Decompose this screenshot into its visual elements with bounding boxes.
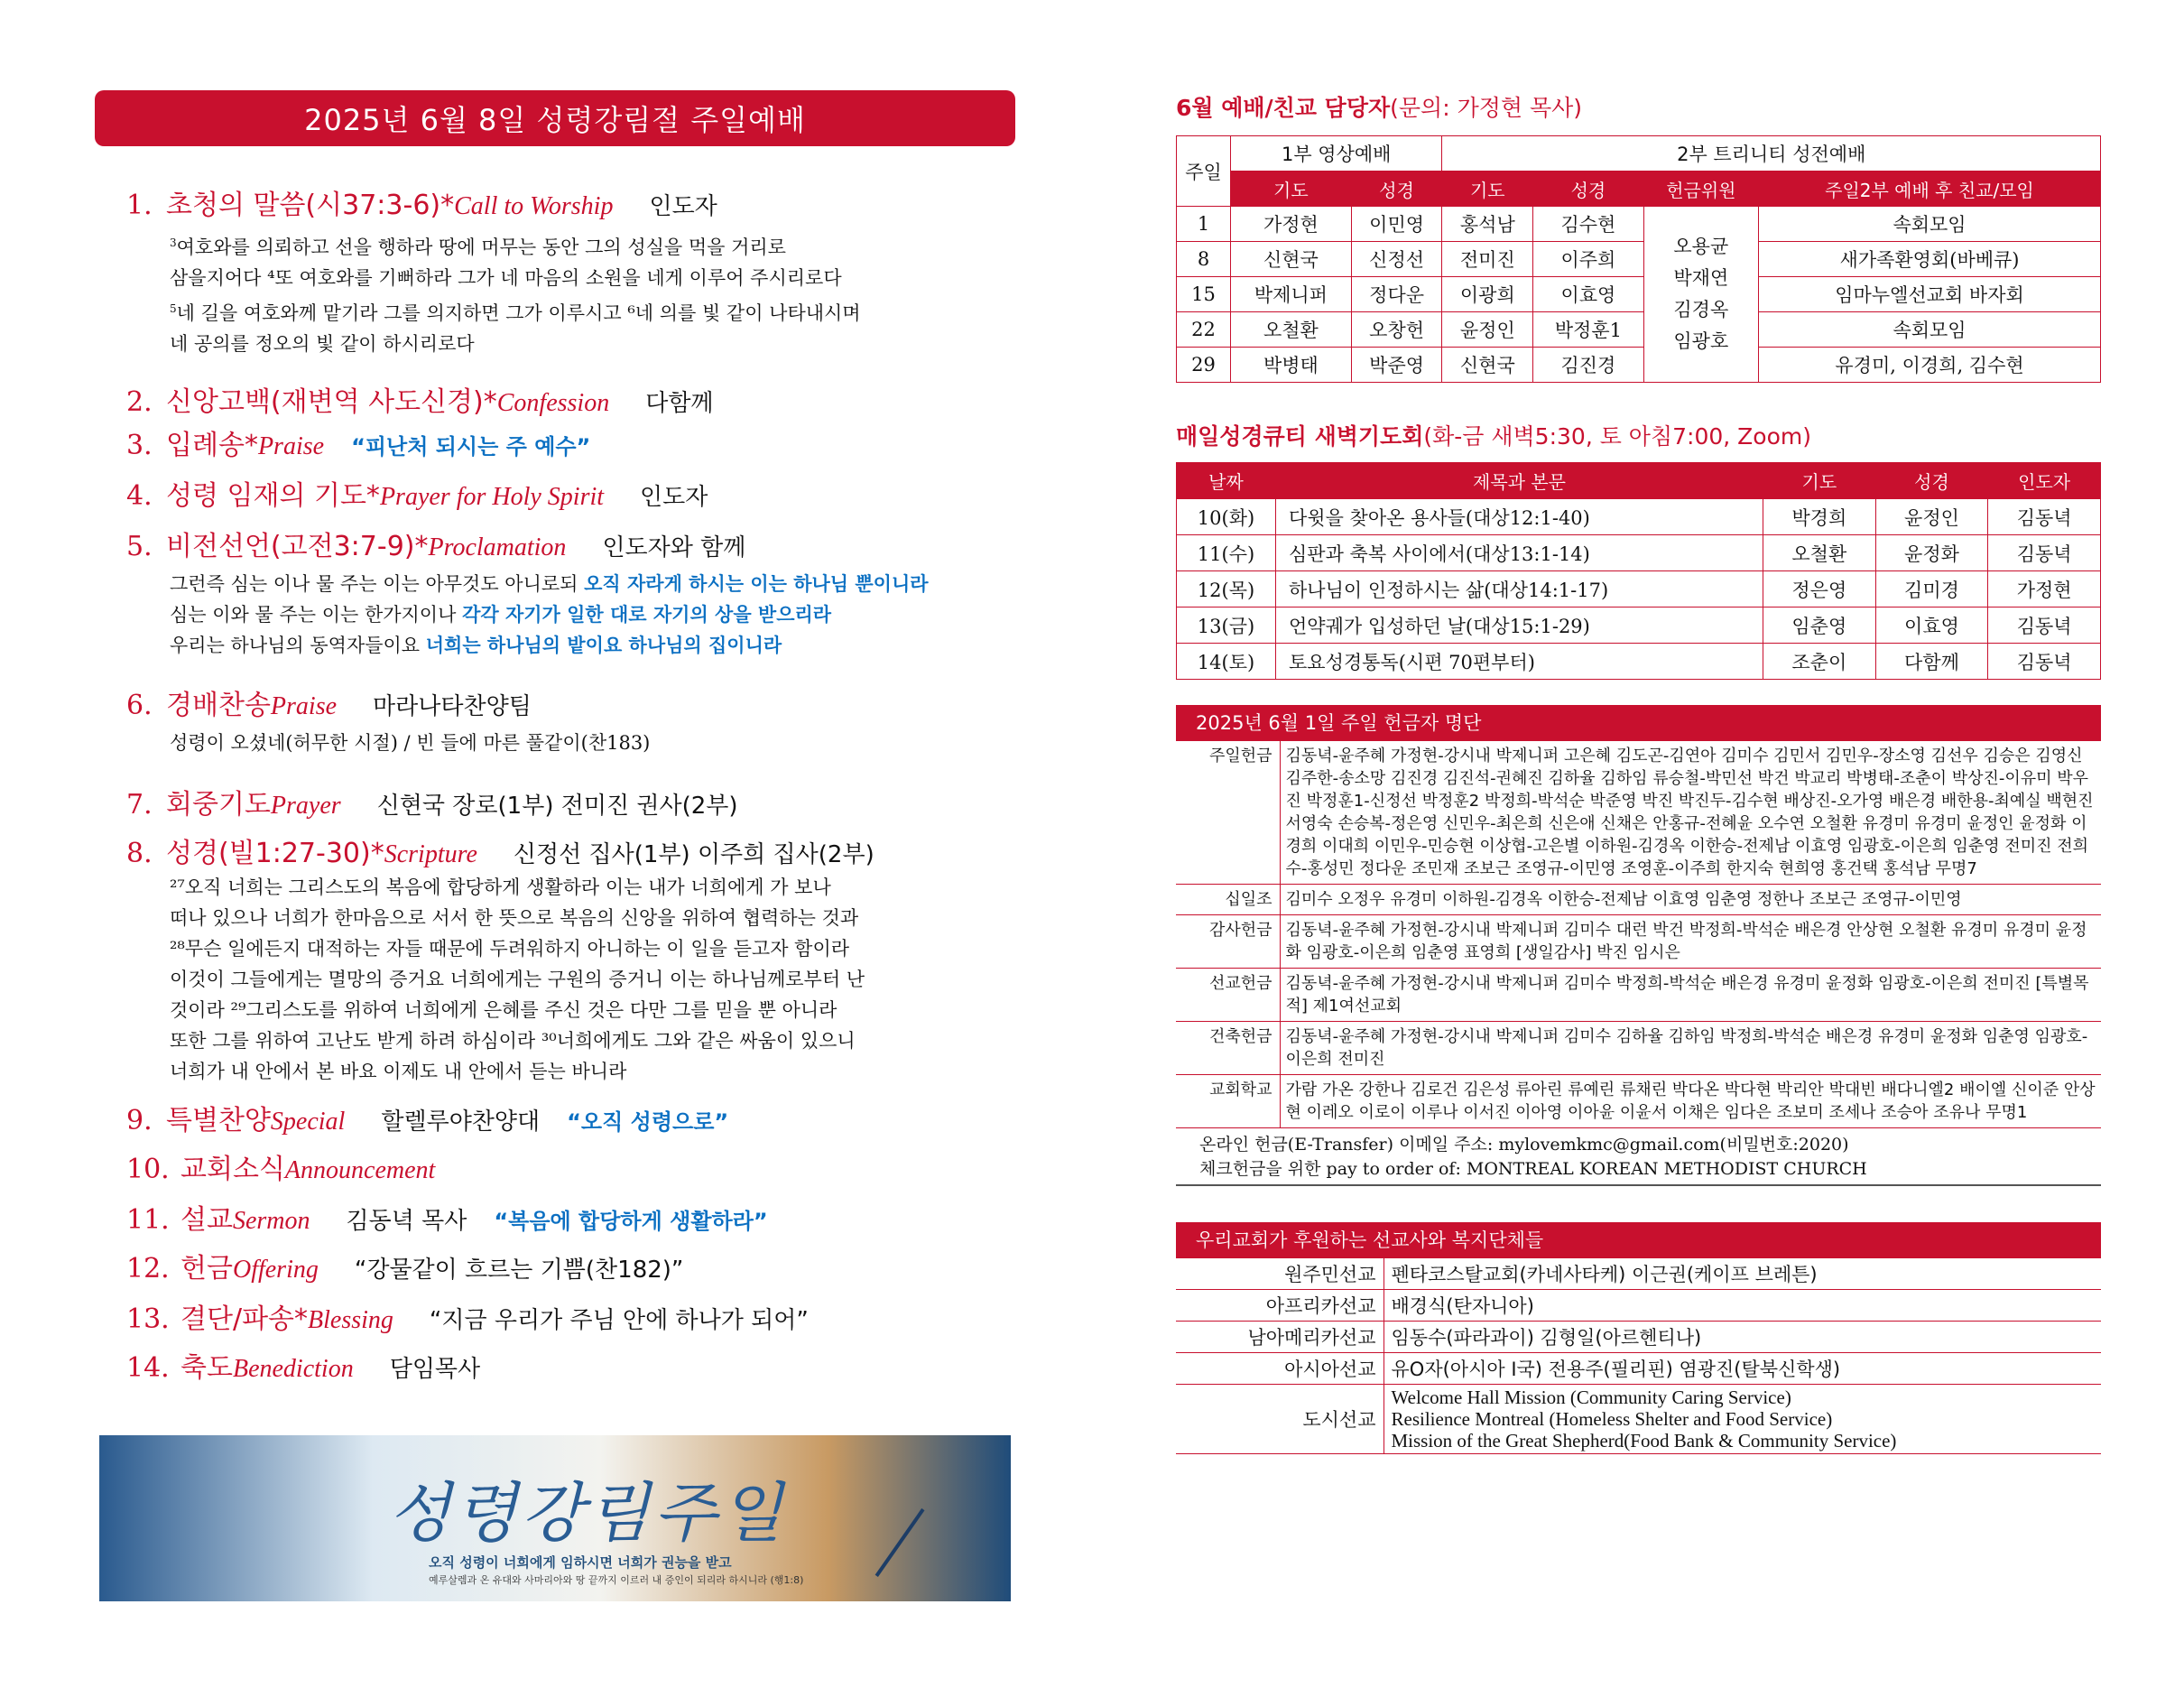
qt-cell: 언약궤가 입성하던 날(대상15:1-29) (1276, 607, 1763, 644)
offering-names: 김미수 오정우 유경미 이하원-김경옥 이한승-전제남 이효영 임춘영 정한나 조보근 조영규-이민영 (1280, 885, 2101, 915)
agenda-title-english: Confession (496, 389, 610, 417)
qt-cell: 윤정화 (1875, 535, 1988, 571)
duty-cell: 신정선 (1351, 242, 1442, 277)
qt-cell: 정은영 (1763, 571, 1876, 607)
duty-cell: 홍석남 (1442, 207, 1533, 242)
agenda-title-korean: 신앙고백(재변역 사도신경)* (166, 386, 497, 418)
qt-row (1177, 571, 2101, 607)
agenda-title-english: Proclamation (428, 533, 567, 561)
agenda-title-korean: 축도 (180, 1352, 233, 1384)
qt-cell: 김동녁 (1988, 499, 2101, 535)
duty-header: 2부 트리니티 성전예배 (1442, 136, 2101, 172)
agenda-item (126, 524, 745, 563)
agenda-leader: 인도자 (649, 193, 717, 220)
duty-cell: 이주희 (1533, 242, 1643, 277)
offering-names: 김동녁-윤주혜 가정현-강시내 박제니퍼 김미수 박정희-박석순 배은경 유경미 윤정화 임광호-이은희 전미진 [특별목적] 제1여선교회 (1280, 969, 2101, 1022)
scripture-line: ²⁷오직 너희는 그리스도의 복음에 합당하게 생활하라 이는 내가 너희에게 가 보나 (170, 876, 831, 898)
agenda-title-english: Prayer for Holy Spirit (379, 483, 605, 511)
duty-cell: 정다운 (1351, 277, 1442, 312)
duty-cell: 속회모임 (1759, 312, 2101, 348)
qt-cell: 다윗을 찾아온 용사들(대상12:1-40) (1276, 499, 1763, 535)
agenda-title-korean: 회중기도 (166, 789, 271, 821)
qt-header: 제목과 본문 (1276, 463, 1763, 499)
agenda-title-english: Benediction (232, 1355, 354, 1383)
agenda-number: 13. (126, 1303, 170, 1335)
duty-header: 1부 영상예배 (1231, 136, 1442, 172)
agenda-title-english: Scripture (384, 840, 477, 868)
call-to-worship-text (170, 227, 1009, 359)
mission-names: 유O자(아시아 I국) 전용주(필리핀) 염광진(탈북신학생) (1384, 1353, 2101, 1385)
duty-cell: 이광희 (1442, 277, 1533, 312)
committee-member: 김경옥 (1673, 299, 1729, 320)
duty-subheader: 성경 (1533, 172, 1643, 207)
agenda-title-korean: 결단/파송* (180, 1303, 309, 1335)
qt-row (1177, 535, 2101, 571)
proclamation-line: 우리는 하나님의 동역자들이요 너희는 하나님의 밭이요 하나님의 집이니라 (170, 635, 782, 656)
agenda-number: 7. (126, 789, 153, 821)
agenda-number: 5. (126, 531, 153, 562)
agenda-number: 8. (126, 838, 153, 869)
agenda-title-english: Prayer (270, 792, 341, 820)
mission-row (1176, 1385, 2101, 1454)
offering-names: 김동녁-윤주혜 가정현-강시내 박제니퍼 김미수 김하율 김하임 박정희-박석순 배은경 유경미 윤정화 임춘영 임광호-이은희 전미진 (1280, 1022, 2101, 1075)
agenda-title-english: Sermon (232, 1207, 310, 1235)
agenda-highlight: “피난처 되시는 주 예수” (351, 434, 591, 459)
offering-names: 김동녁-윤주혜 가정현-강시내 박제니퍼 고은혜 김도곤-김연아 김미수 김민서 김민우-장소영 김선우 김승은 김영신 김주한-송소망 김진경 김진석-권혜진 김하율 김하임 류승철-박민선 박건 박교리 박병태-조춘이 박상진-이유미 박우진 박정훈1-신정선 박정훈2 박정희-박석순 박준영 박진 박진두-김수현 배상진-오가영 배은경 배한용-최예실 백현진 서영숙 손승복-정은영 신민우-최은희 신은애 신채은 안홍규-전혜윤 오수연 오철환 유경미 유경미 윤정인 윤정화 이경희 이대희 이민우-민승현 이상협-고은별 이하원-김경옥 이한승-전제남 이효영 임광호-이은희 임춘영 전미진 전희수-홍성민 정다운 조민재 조보근 조영규-이민영 조영훈-이주희 한지숙 현희영 홍건택 홍석남 무명7 (1280, 741, 2101, 885)
duty-cell: 오철환 (1231, 312, 1352, 348)
mission-row (1176, 1353, 2101, 1385)
duty-row (1177, 207, 2101, 242)
agenda-item (126, 1197, 768, 1237)
duty-cell: 임마누엘선교회 바자회 (1759, 277, 2101, 312)
agenda-leader: “지금 우리가 주님 안에 하나가 되어” (429, 1307, 809, 1334)
duty-cell: 1 (1177, 207, 1231, 242)
duty-title: 6월 예배/친교 담당자(문의: 가정현 목사) (1176, 95, 1583, 121)
duty-cell: 박준영 (1351, 348, 1442, 383)
agenda-leader: 인도자와 함께 (602, 534, 746, 561)
qt-cell: 오철환 (1763, 535, 1876, 571)
scripture-line: 너희가 내 안에서 본 바요 이제도 내 안에서 듣는 바니라 (170, 1061, 627, 1082)
agenda-highlight: “복음에 합당하게 생활하라” (494, 1209, 768, 1234)
duty-cell: 김진경 (1533, 348, 1643, 383)
mission-row (1176, 1258, 2101, 1290)
duty-cell: 8 (1177, 242, 1231, 277)
agenda-title-korean: 헌금 (180, 1253, 233, 1285)
offering-category: 선교헌금 (1176, 969, 1280, 1022)
agenda-leader: 김동녁 목사 (346, 1208, 467, 1235)
duty-cell: 신현국 (1442, 348, 1533, 383)
proclamation-emphasis: 너희는 하나님의 밭이요 하나님의 집이니라 (425, 635, 782, 656)
agenda-number: 6. (126, 690, 153, 721)
offering-row (1176, 915, 2101, 969)
agenda-title-english: Call to Worship (454, 192, 614, 220)
duty-cell: 윤정인 (1442, 312, 1533, 348)
qt-cell: 윤정인 (1875, 499, 1988, 535)
committee-member: 박재연 (1673, 267, 1729, 289)
right-panel (1176, 90, 2101, 1454)
qt-header: 기도 (1763, 463, 1876, 499)
agenda-item (126, 473, 708, 513)
offering-row (1176, 969, 2101, 1022)
duty-cell: 박정훈1 (1533, 312, 1643, 348)
duty-cell: 이민영 (1351, 207, 1442, 242)
agenda-number: 4. (126, 480, 153, 512)
scripture-text (170, 872, 1009, 1087)
committee-member: 오용균 (1673, 236, 1729, 257)
agenda-leader: 신현국 장로(1부) 전미진 권사(2부) (376, 793, 738, 820)
duty-row (1177, 277, 2101, 312)
duty-cell: 이효영 (1533, 277, 1643, 312)
mission-names: 펜타코스탈교회(카네사타케) 이근권(케이프 브레튼) (1384, 1258, 2101, 1290)
mission-row (1176, 1290, 2101, 1322)
duty-subheader: 헌금위원 (1643, 172, 1758, 207)
qt-cell: 김동녁 (1988, 607, 2101, 644)
agenda-title-korean: 성령 임재의 기도* (166, 480, 380, 512)
offering-category: 교회학교 (1176, 1075, 1280, 1128)
qt-header: 인도자 (1988, 463, 2101, 499)
duty-cell: 22 (1177, 312, 1231, 348)
agenda-title-korean: 비전선언(고전3:7-9)* (166, 531, 429, 562)
city-mission-line: Mission of the Great Shepherd(Food Bank & Community Service) (1391, 1430, 1897, 1451)
qt-cell: 다함께 (1875, 644, 1988, 680)
agenda-item (126, 830, 875, 870)
qt-header-row (1177, 463, 2101, 499)
qt-cell: 조춘이 (1763, 644, 1876, 680)
mission-title: 우리교회가 후원하는 선교사와 복지단체들 (1176, 1222, 2101, 1258)
proclamation-emphasis: 각각 자기가 일한 대로 자기의 상을 받으리라 (462, 604, 832, 626)
verse-line: 네 공의를 정오의 빛 같이 하시리로다 (170, 333, 475, 355)
mission-names: 임동수(파라과이) 김형일(아르헨티나) (1384, 1322, 2101, 1353)
agenda-title-korean: 입례송* (166, 430, 258, 461)
qt-cell: 김미경 (1875, 571, 1988, 607)
duty-cell: 29 (1177, 348, 1231, 383)
agenda-title-english: Praise (270, 692, 338, 720)
agenda-leader: 마라나타찬양팀 (373, 693, 532, 720)
agenda-number: 12. (126, 1253, 170, 1285)
offering-table (1176, 741, 2101, 1128)
online-offering-info (1176, 1128, 2101, 1186)
feather-icon (875, 1508, 967, 1601)
verse-line: $^5$네 길을 여호와께 맡기라 그를 의지하면 그가 이루시고 ⁶네 의를 빛 같이 나타내시며 (170, 302, 861, 324)
agenda-title-korean: 교회소식 (180, 1154, 285, 1185)
agenda-item (126, 422, 590, 462)
offering-title: 2025년 6월 1일 주일 헌금자 명단 (1176, 705, 2101, 741)
duty-cell: 전미진 (1442, 242, 1533, 277)
qt-row (1177, 499, 2101, 535)
qt-header: 날짜 (1177, 463, 1276, 499)
agenda-item (126, 379, 714, 419)
agenda-leader: 신정선 집사(1부) 이주희 집사(2부) (513, 841, 875, 868)
agenda-title-korean: 성경(빌1:27-30)* (166, 838, 384, 869)
agenda-leader: 할렐루야찬양대 (381, 1108, 541, 1136)
agenda-number: 2. (126, 386, 153, 418)
duty-subheader: 주일2부 예배 후 친교/모임 (1759, 172, 2101, 207)
duty-cell: 박제니퍼 (1231, 277, 1352, 312)
scripture-line: 이것이 그들에게는 멸망의 증거요 너희에게는 구원의 증거니 이는 하나님께로부터 난 (170, 969, 865, 990)
duty-cell: 15 (1177, 277, 1231, 312)
duty-subheader: 기도 (1442, 172, 1533, 207)
qt-row (1177, 607, 2101, 644)
city-mission-line: Welcome Hall Mission (Community Caring Service) (1391, 1387, 1791, 1408)
proclamation-line: 심는 이와 물 주는 이는 한가지이나 각각 자기가 일한 대로 자기의 상을 받으리라 (170, 604, 832, 626)
agenda-number: 10. (126, 1154, 170, 1185)
proclamation-emphasis: 오직 자라게 하시는 이는 하나님 뿐이니라 (584, 573, 929, 595)
agenda-item (126, 782, 738, 821)
agenda-title-english: Blessing (308, 1306, 393, 1334)
qt-header: 성경 (1875, 463, 1988, 499)
agenda-title-korean: 초청의 말씀(시37:3-6)* (166, 190, 455, 221)
duty-row (1177, 242, 2101, 277)
agenda-item (126, 1246, 683, 1285)
agenda-item (126, 1146, 435, 1186)
duty-header: 주일 (1177, 136, 1231, 207)
mission-category: 아시아선교 (1176, 1353, 1384, 1385)
duty-cell: 가정현 (1231, 207, 1352, 242)
committee-member: 임광호 (1673, 330, 1729, 352)
agenda-item (126, 1296, 809, 1336)
duty-row (1177, 312, 2101, 348)
duty-cell: 신현국 (1231, 242, 1352, 277)
offering-names: 김동녁-윤주혜 가정현-강시내 박제니퍼 김미수 대런 박건 박정희-박석순 배은경 안상현 오철환 유경미 유경미 윤정화 임광호-이은희 임춘영 표영희 [생일감사] 박진 임시은 (1280, 915, 2101, 969)
qt-cell: 김동녁 (1988, 644, 2101, 680)
agenda-item (126, 682, 532, 722)
duty-table (1176, 135, 2101, 383)
qt-cell: 임춘영 (1763, 607, 1876, 644)
duty-cell: 유경미, 이경희, 김수현 (1759, 348, 2101, 383)
scripture-line: 떠나 있으나 너희가 한마음으로 서서 한 뜻으로 복음의 신앙을 위하여 협력하는 것과 (170, 907, 859, 929)
duty-subheader: 기도 (1231, 172, 1352, 207)
qt-cell: 김동녁 (1988, 535, 2101, 571)
duty-row (1177, 348, 2101, 383)
mission-category: 남아메리카선교 (1176, 1322, 1384, 1353)
pentecost-banner (99, 1435, 1011, 1601)
qt-cell: 10(화) (1177, 499, 1276, 535)
agenda-number: 14. (126, 1352, 170, 1384)
agenda-item (126, 1098, 728, 1137)
cheque-line: 체크헌금을 위한 pay to order of: MONTREAL KOREAN METHODIST CHURCH (1199, 1159, 1867, 1179)
mission-category: 아프리카선교 (1176, 1290, 1384, 1322)
duty-cell: 김수현 (1533, 207, 1643, 242)
mission-row (1176, 1322, 2101, 1353)
qt-cell: 하나님이 인정하시는 삶(대상14:1-17) (1276, 571, 1763, 607)
agenda-number: 9. (126, 1105, 153, 1136)
scripture-line: ²⁸무슨 일에든지 대적하는 자들 때문에 두려워하지 아니하는 이 일을 듣고자 함이라 (170, 938, 850, 960)
agenda-leader: 인도자 (640, 484, 708, 511)
worship-title: 2025년 6월 8일 성령강림절 주일예배 (95, 90, 1015, 146)
agenda-title-korean: 설교 (180, 1204, 233, 1236)
city-mission-line: Resilience Montreal (Homeless Shelter and Food Service) (1391, 1408, 1833, 1430)
scripture-line: 또한 그를 위하여 고난도 받게 하려 하심이라 ³⁰너희에게도 그와 같은 싸움이 있으니 (170, 1030, 856, 1052)
qt-title: 매일성경큐티 새벽기도회(화-금 새벽5:30, 토 아침7:00, Zoom) (1176, 423, 1811, 450)
agenda-leader: “강물같이 흐르는 기쁨(찬182)” (354, 1257, 684, 1284)
qt-cell: 이효영 (1875, 607, 1988, 644)
verse-line: $^3$여호와를 의뢰하고 선을 행하라 땅에 머무는 동안 그의 성실을 먹을 거리로 (170, 237, 786, 258)
mission-names: 배경식(탄자니아) (1384, 1290, 2101, 1322)
banner-title: 성령강림주일 (388, 1475, 787, 1551)
qt-cell: 14(토) (1177, 644, 1276, 680)
qt-cell: 11(수) (1177, 535, 1276, 571)
qt-row (1177, 644, 2101, 680)
qt-cell: 박경희 (1763, 499, 1876, 535)
agenda-title-korean: 경배찬송 (166, 690, 271, 721)
offering-category: 십일조 (1176, 885, 1280, 915)
qt-cell: 12(목) (1177, 571, 1276, 607)
agenda-item (126, 1345, 480, 1385)
agenda-title-english: Announcement (284, 1156, 436, 1184)
agenda-title-korean: 특별찬양 (166, 1105, 271, 1136)
verse-number: 5 (170, 302, 177, 315)
mission-category: 도시선교 (1176, 1385, 1384, 1454)
proclamation-text (170, 569, 1009, 661)
agenda-highlight: “오직 성령으로” (567, 1109, 729, 1135)
qt-cell: 13(금) (1177, 607, 1276, 644)
etransfer-line: 온라인 헌금(E-Transfer) 이메일 주소: mylovemkmc@gmail.com(비밀번호:2020) (1199, 1135, 1849, 1155)
mission-category: 원주민선교 (1176, 1258, 1384, 1290)
scripture-line: 것이라 ²⁹그리스도를 위하여 너희에게 은혜를 주신 것은 다만 그를 믿을 뿐 아니라 (170, 999, 838, 1021)
mission-names (1384, 1385, 2101, 1454)
offering-category: 감사헌금 (1176, 915, 1280, 969)
agenda-number: 11. (126, 1204, 170, 1236)
qt-cell: 심판과 축복 사이에서(대상13:1-14) (1276, 535, 1763, 571)
qt-cell: 토요성경통독(시편 70편부터) (1276, 644, 1763, 680)
qt-table (1176, 462, 2101, 680)
verse-number: 3 (170, 237, 177, 249)
duty-cell: 오창헌 (1351, 312, 1442, 348)
order-of-worship (95, 90, 1015, 1384)
agenda-number: 1. (126, 190, 153, 221)
offering-row (1176, 885, 2101, 915)
hymn-line: 성령이 오셨네(허무한 시절) / 빈 들에 마른 풀같이(찬183) (170, 732, 651, 754)
duty-cell: 속회모임 (1759, 207, 2101, 242)
agenda-number: 3. (126, 430, 153, 461)
agenda-leader: 담임목사 (389, 1356, 481, 1383)
offering-category: 주일헌금 (1176, 741, 1280, 885)
offering-row (1176, 741, 2101, 885)
banner-verse: 예루살렘과 온 유대와 사마리아와 땅 끝까지 이르러 내 증인이 되리라 하시니라 (행1:8) (429, 1574, 804, 1586)
offering-row (1176, 1022, 2101, 1075)
agenda-title-english: Praise (257, 432, 325, 460)
verse-line: 삼을지어다 ⁴또 여호와를 기뻐하라 그가 네 마음의 소원을 네게 이루어 주시리로다 (170, 267, 842, 289)
offering-row (1176, 1075, 2101, 1128)
agenda-item (126, 182, 717, 222)
agenda-title-english: Offering (232, 1256, 319, 1284)
agenda-title-english: Special (270, 1108, 346, 1136)
duty-cell: 박병태 (1231, 348, 1352, 383)
hymn-text (170, 728, 1009, 758)
offering-category: 건축헌금 (1176, 1022, 1280, 1075)
mission-table (1176, 1258, 2101, 1454)
agenda-leader: 다함께 (645, 390, 714, 417)
proclamation-line: 그런즉 심는 이나 물 주는 이는 아무것도 아니로되 오직 자라게 하시는 이는 하나님 뿐이니라 (170, 573, 929, 595)
offering-committee (1643, 207, 1758, 383)
duty-cell: 새가족환영회(바베큐) (1759, 242, 2101, 277)
banner-subtitle: 오직 성령이 너희에게 임하시면 너희가 권능을 받고 (429, 1554, 732, 1571)
qt-cell: 가정현 (1988, 571, 2101, 607)
duty-subheader: 성경 (1351, 172, 1442, 207)
offering-names: 가람 가온 강한나 김로건 김은성 류아린 류예린 류채린 박다온 박다현 박리안 박대빈 배다니엘2 배이엘 신이준 안상현 이레오 이로이 이루나 이서진 이아영 이아윤 이윤서 이채은 임다은 조보미 조세나 조승아 조유나 무명1 (1280, 1075, 2101, 1128)
